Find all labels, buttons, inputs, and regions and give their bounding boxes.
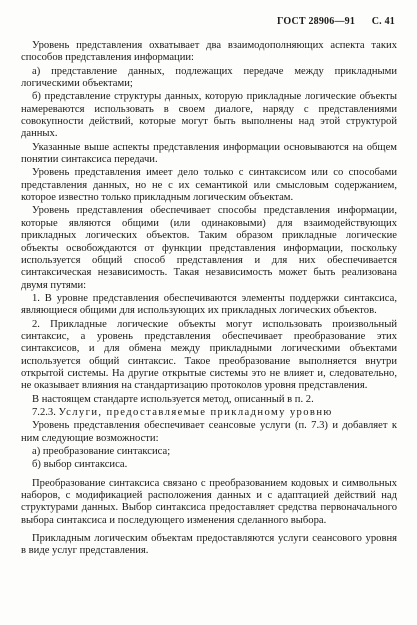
section-heading: [21, 407, 397, 419]
paragraph: Уровень представления охватывает два взаимодополняющих аспекта таких способов представления информации:: [21, 40, 397, 64]
paragraph: 2. Прикладные логические объекты могут использовать произвольный синтаксис, а уровень представления обеспечивает преобразование этих синтаксисов, и для обмена между прикладными логическими объектами используется общий синтаксис. Такое преобразование выполняется внутри открытой системы. На другие открытые системы это не влияет и, следовательно, не оказывает влияния на стандартизацию протоколов уровня представления.: [21, 318, 397, 392]
section-number: 7.2.3.: [32, 406, 56, 418]
paragraph: Указанные выше аспекты представления информации основываются на общем понятии синтаксиса передачи.: [21, 141, 397, 166]
paragraph: Уровень представления имеет дело только с синтаксисом или со способами представления данных, но не с их семантикой или смысловым содержанием, которое известно только прикладным логическим объектам.: [21, 167, 397, 204]
list-item: б) выбор синтаксиса.: [32, 459, 128, 471]
document-code: ГОСТ 28906—91: [277, 16, 356, 27]
paragraph: Уровень представления обеспечивает сеансовые услуги (п. 7.3) и добавляет к ним следующие возможности:: [21, 420, 397, 444]
section-title: Услуги, предоставляемые прикладному уровню: [58, 406, 333, 418]
list-item: а) представление данных, подлежащих передаче между прикладными логическими объектами;: [21, 65, 397, 90]
paragraph: Уровень представления обеспечивает способы представления информации, которые являются общими (или одинаковыми) для взаимодействующих прикладных логических объектов. Таким образом прикладные логические объекты освобождаются от функции представления информации, поскольку используется общий способ представления и для них обеспечивается синтаксическая независимость. Такая независимость может быть реализована двумя путями:: [21, 205, 397, 291]
document-body: [21, 40, 397, 559]
page-header: [277, 16, 395, 27]
page-number: С. 41: [371, 16, 395, 27]
paragraph: 1. В уровне представления обеспечиваются элементы поддержки синтаксиса, являющиеся общими для использующих их прикладных логических объектов.: [21, 292, 397, 317]
list-item: а) преобразование синтаксиса;: [32, 446, 171, 457]
list-item: б) представление структуры данных, которую прикладные логические объекты намереваются использовать в своем диалоге, наряду с представлениями совокупности действий, которые могут быть выполнены над этой структурой данных.: [21, 91, 397, 140]
paragraph: Прикладным логическим объектам предоставляются услуги сеансового уровня в виде услуг представления.: [21, 533, 397, 557]
paragraph: Преобразование синтаксиса связано с преобразованием кодовых и символьных наборов, с модификацией расположения данных и с адаптацией действий над структурами данных. Выбор синтаксиса предоставляет средства первоначального выбора синтаксиса и последующего изменения сделанного выбора.: [21, 477, 397, 526]
paragraph: В настоящем стандарте используется метод, описанный в п. 2.: [32, 393, 314, 405]
